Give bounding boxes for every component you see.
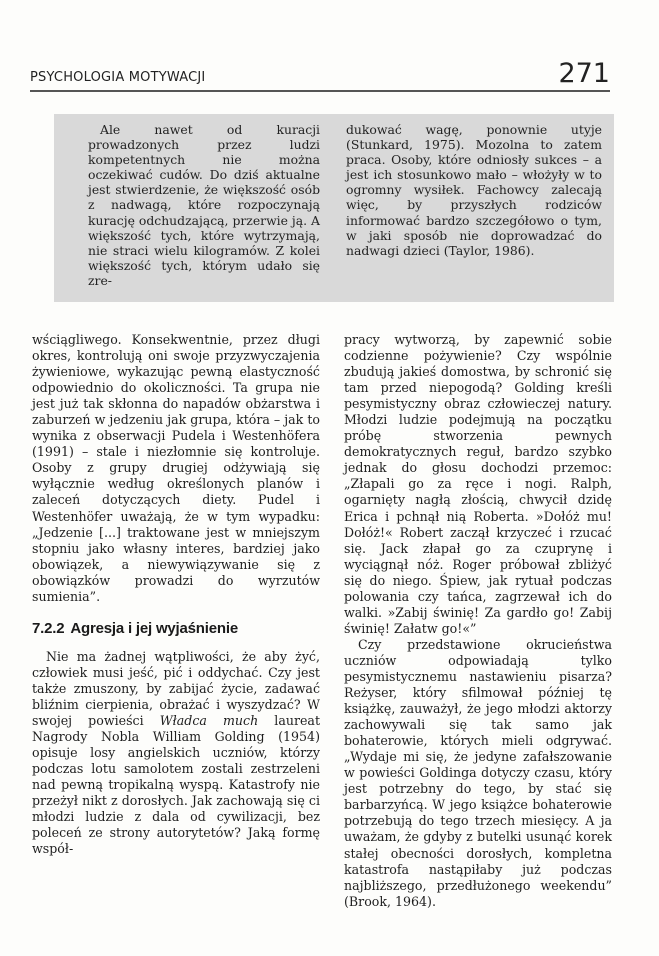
box-text-right: dukować wagę, ponownie utyje (Stunkard, 1975). Mozolna to zatem praca. Osoby, które odniosły sukces – a jest ich stosunkowo mało – włożyły w to ogromny wysiłek. Fachowcy zalecają więc, by przyszłych rodziców informować bardzo szczegółowo o tym, w jaki sposób nie doprowadzać do nadwagi dzieci (Taylor, 1986). <box>346 122 602 258</box>
right-paragraph-2: Czy przedstawione okrucieństwa uczniów odpowiadają tylko pesymistycznemu nastawieniu pisarza? Reżyser, który sfilmował później tę książkę, zauważył, że jego młodzi aktorzy zachowywali się tak samo jak bohaterowie, których mieli odgrywać. „Wydaje mi się, że jedyne zafałszowanie w powieści Goldinga dotyczy czasu, który jest potrzebny do tego, by stać się barbarzyńcą. W jego książce bohaterowie potrzebują do tego trzech miesięcy. A ja uważam, że gdyby z butelki usunąć korek stałej obecności dorosłych, kompletna katastrofa nastąpiłaby już podczas najbliższego, przedłużonego weekendu” (Brook, 1964). <box>344 636 612 909</box>
left-paragraph-2 <box>32 649 320 858</box>
section-heading <box>32 621 320 637</box>
page-header <box>30 55 610 91</box>
section-number: 7.2.2 <box>32 619 65 637</box>
book-title: Władca much <box>159 713 259 729</box>
header-rule <box>30 90 610 92</box>
left-column <box>32 332 320 857</box>
para2-text-a: Nie ma żadnej wątpliwości, że aby żyć, człowiek musi jeść, pić i oddychać. Czy jest także zmuszony, by zabijać życie, zadawać bliźnim cierpienia, obrażać i wyszydzać? W swojej powieści <box>32 648 320 729</box>
left-paragraph-1: wściągliwego. Konsekwentnie, przez długi okres, kontrolują oni swoje przyzwyczajenia żywieniowe, wykazując pewną elastyczność odpowiednio do okoliczności. Ta grupa nie jest już tak skłonna do napadów obżarstwa i zaburzeń w jedzeniu jak grupa, która – jak to wynika z obserwacji Pudela i Westenhöfera (1991) – stale i niezłomnie się kontroluje. Osoby z grupy drugiej odżywiają się wyłącznie według określonych planów i zaleceń dotyczących diety. Pudel i Westenhöfer uważają, że w tym wypadku: „Jedzenie [...] traktowane jest w mniejszym stopniu jako własny interes, bardziej jako obowiązek, a niewywiązywanie się z obowiązków prowadzi do wyrzutów sumienia”. <box>32 332 320 604</box>
box-text-left: Ale nawet od kuracji prowadzonych przez ludzi kompetentnych nie można oczekiwać cudów. Do dziś aktualne jest stwierdzenie, że większość osób z nadwagą, które rozpoczynają kurację odchudzającą, przerwie ją. A większość tych, które wytrzymają, nie straci wielu kilogramów. Z kolei większość tych, którym udało się zre- <box>88 122 320 288</box>
section-title: Agresja i jej wyjaśnienie <box>70 619 238 637</box>
running-title: PSYCHOLOGIA MOTYWACJI <box>30 70 206 85</box>
page-number: 271 <box>558 58 610 89</box>
right-column <box>344 332 612 910</box>
right-paragraph-1: pracy wytworzą, by zapewnić sobie codzienne pożywienie? Czy wspólnie zbudują jakieś domostwa, by schronić się tam przed niepogodą? Golding kreśli pesymistyczny obraz człowieczej natury. Młodzi ludzie podejmują na początku próbę stworzenia pewnych demokratycznych reguł, bardzo szybko jednak do głosu dochodzi przemoc: „Złapali go za ręce i nogi. Ralph, ogarnięty nagłą złością, chwycił dzidę Erica i pchnął nią Roberta. »Dołóż mu! Dołóż!« Robert zaczął krzyczeć i rzucać się. Jack złapał go za czuprynę i wyciągnął nóż. Roger próbował zbliżyć się do niego. Śpiew, jak rytuał podczas polowania czy tańca, zagrzewał ich do walki. »Zabij świnię! Za gardło go! Zabij świnię! Załatw go!«” <box>344 332 612 636</box>
para2-text-b: laureat Nagrody Nobla William Golding (1954) opisuje losy angielskich uczniów, którzy podczas lotu samolotem zostali zestrzeleni nad pewną tropikalną wyspą. Katastrofy nie przeżył nikt z dorosłych. Jak zachowają się ci młodzi ludzie z dala od cywilizacji, bez poleceń ze strony autorytetów? Jaką formę współ- <box>32 713 321 857</box>
